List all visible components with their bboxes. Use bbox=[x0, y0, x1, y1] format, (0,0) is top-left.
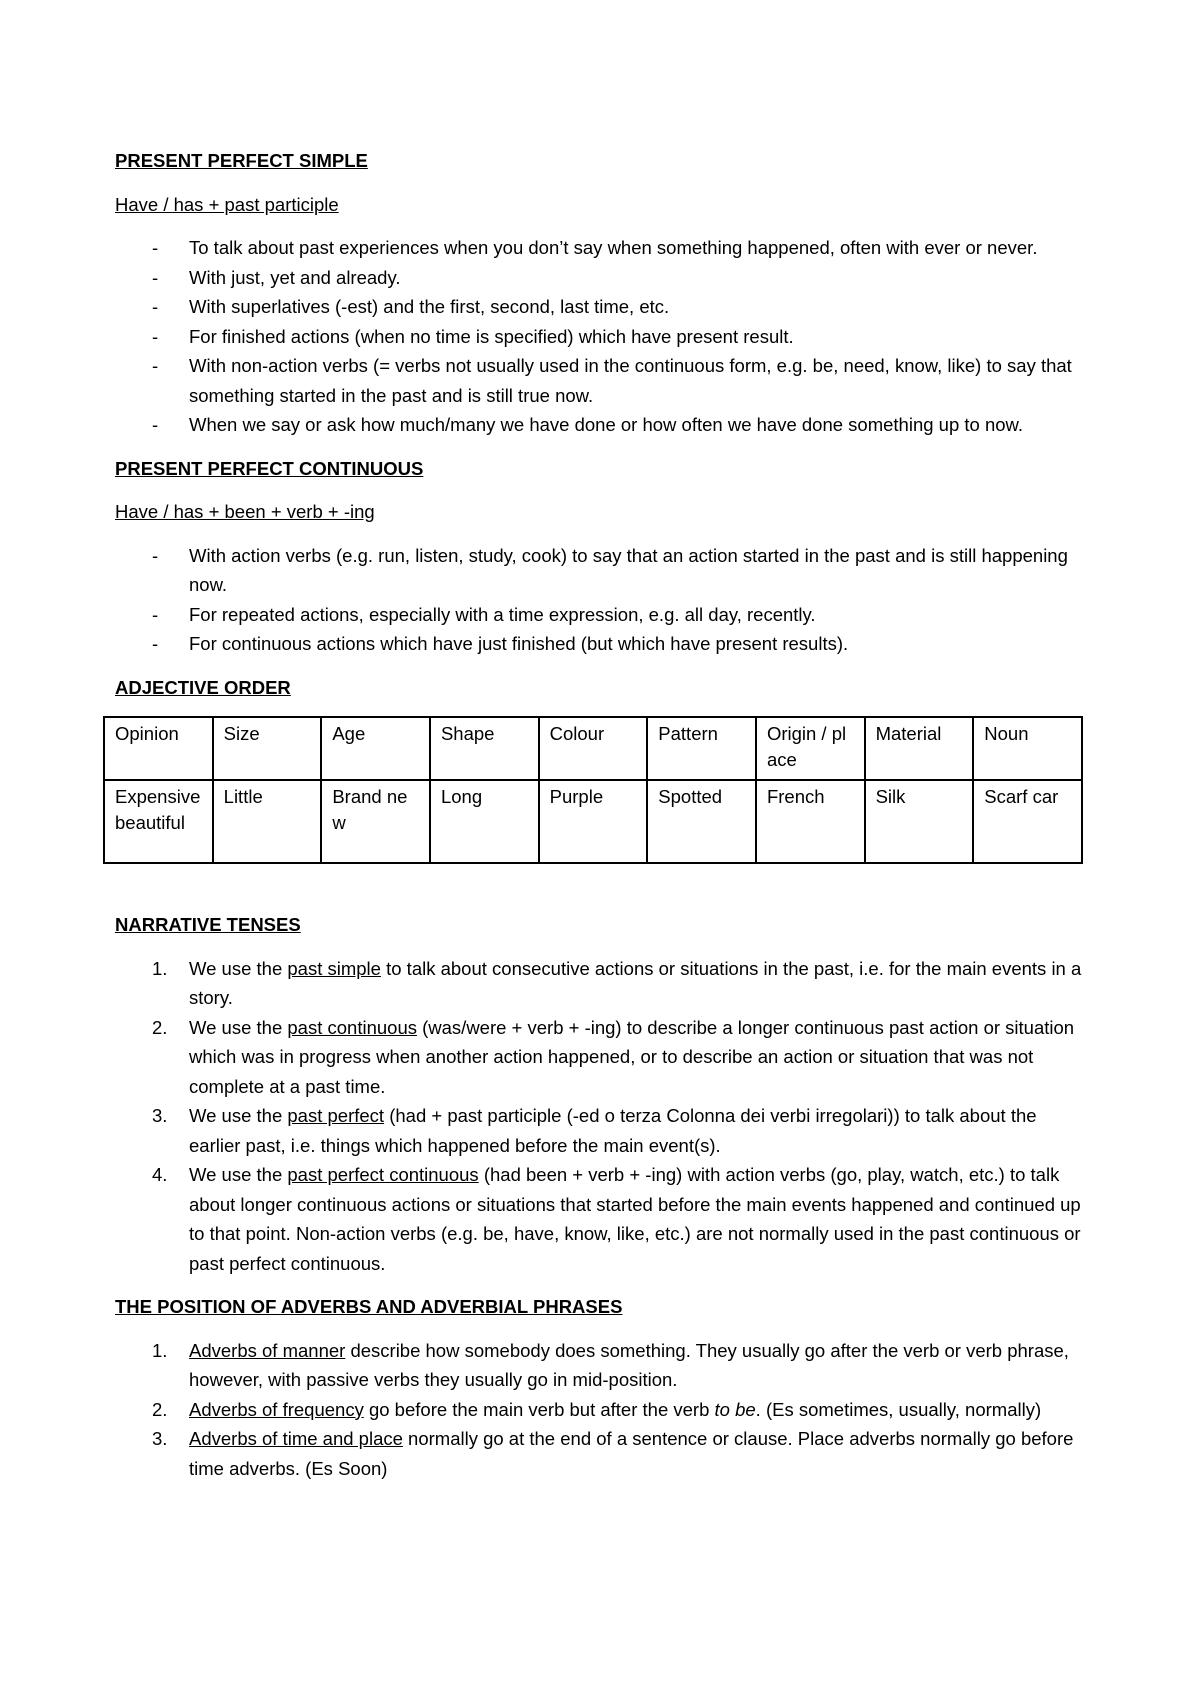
section-heading-present-perfect-continuous: PRESENT PERFECT CONTINUOUS bbox=[115, 457, 424, 479]
item-term: past continuous bbox=[287, 1016, 417, 1038]
list-item: - To talk about past experiences when you don’t say when something happened, often with ever or never. bbox=[115, 233, 1090, 263]
table-cell: Expensive beautiful bbox=[104, 780, 213, 863]
table-cell: French bbox=[756, 780, 865, 863]
item-text: (was/were + verb + -ing) to describe a longer continuous past action or situation which was in progress when another action happened, or to describe an action or situation that was not complete at a past time. bbox=[189, 1016, 1075, 1097]
item-text: We use the bbox=[189, 1016, 288, 1038]
table-cell: Age bbox=[321, 717, 430, 780]
list-number: 2. bbox=[152, 1398, 168, 1420]
table-cell: Silk bbox=[865, 780, 974, 863]
item-italic: to be bbox=[714, 1398, 756, 1420]
list-item: - For finished actions (when no time is specified) which have present result. bbox=[115, 322, 1090, 352]
list-item bbox=[115, 1424, 1090, 1483]
list-number: 3. bbox=[152, 1428, 168, 1449]
item-text: normally go at the end of a sentence or clause. Place adverbs normally go before time adverbs. (Es Soon) bbox=[189, 1428, 1074, 1479]
list-item bbox=[115, 1101, 1090, 1160]
list-number: 3. bbox=[152, 1105, 168, 1126]
list-number: 2. bbox=[152, 1016, 168, 1038]
item-text: (had been + verb + -ing) with action verbs (go, play, watch, etc.) to talk about longer continuous actions or situations that started before the main events happened and continued up to that point. Non-action verbs (e.g. be, have, know, like, etc.) are not normally used in the past continuous or past perfect continuous. bbox=[189, 1164, 1081, 1274]
list-item: - With action verbs (e.g. run, listen, study, cook) to say that an action started in the past and is still happening now. bbox=[115, 541, 1090, 600]
section-heading-adverb-position: THE POSITION OF ADVERBS AND ADVERBIAL PHRASES bbox=[115, 1296, 623, 1317]
table-cell: Size bbox=[213, 717, 322, 780]
table-cell: Long bbox=[430, 780, 539, 863]
table-cell: Colour bbox=[539, 717, 648, 780]
item-term: Adverbs of manner bbox=[189, 1339, 346, 1361]
list-item: - For repeated actions, especially with a time expression, e.g. all day, recently. bbox=[115, 600, 1090, 630]
item-term: past simple bbox=[287, 957, 381, 979]
table-cell: Noun bbox=[973, 717, 1082, 780]
section-heading-present-perfect-simple: PRESENT PERFECT SIMPLE bbox=[115, 150, 368, 171]
item-term: Adverbs of frequency bbox=[189, 1398, 364, 1420]
list-item: - When we say or ask how much/many we have done or how often we have done something up to now. bbox=[115, 410, 1090, 440]
table-cell: Little bbox=[213, 780, 322, 863]
table-cell: Shape bbox=[430, 717, 539, 780]
table-cell: Pattern bbox=[647, 717, 756, 780]
item-text: We use the bbox=[189, 1164, 288, 1185]
list-number: 1. bbox=[152, 957, 168, 979]
list-present-perfect-continuous bbox=[115, 541, 1090, 659]
table-cell: Scarf car bbox=[973, 780, 1082, 863]
list-item bbox=[115, 1395, 1090, 1425]
list-item: - With just, yet and already. bbox=[115, 263, 1090, 293]
item-text: (had + past participle (-ed o terza Colonna dei verbi irregolari)) to talk about the earlier past, i.e. things which happened before the main event(s). bbox=[189, 1105, 1037, 1156]
table-cell: Opinion bbox=[104, 717, 213, 780]
list-number: 1. bbox=[152, 1339, 168, 1361]
item-text: . (Es sometimes, usually, normally) bbox=[755, 1398, 1042, 1420]
list-number: 4. bbox=[152, 1164, 168, 1185]
table-row bbox=[104, 780, 1082, 863]
item-term: past perfect bbox=[287, 1105, 385, 1126]
adjective-order-table bbox=[103, 716, 1083, 864]
list-present-perfect-simple bbox=[115, 233, 1090, 440]
item-term: Adverbs of time and place bbox=[189, 1428, 403, 1449]
list-item bbox=[115, 1013, 1090, 1102]
list-narrative-tenses bbox=[115, 954, 1090, 1279]
section-heading-narrative-tenses: NARRATIVE TENSES bbox=[115, 914, 301, 935]
item-text: describe how somebody does something. They usually go after the verb or verb phrase, however, with passive verbs they usually go in mid-position. bbox=[189, 1339, 1069, 1390]
item-text: We use the bbox=[189, 1105, 288, 1126]
section-heading-adjective-order: ADJECTIVE ORDER bbox=[115, 676, 291, 698]
table-cell: Origin / place bbox=[756, 717, 865, 780]
list-adverb-position bbox=[115, 1336, 1090, 1484]
list-item: - For continuous actions which have just finished (but which have present results). bbox=[115, 629, 1090, 659]
table-header-row bbox=[104, 717, 1082, 780]
table-cell: Spotted bbox=[647, 780, 756, 863]
list-item: - With superlatives (-est) and the first, second, last time, etc. bbox=[115, 292, 1090, 322]
formula-present-perfect-simple: Have / has + past participle bbox=[115, 193, 339, 215]
list-item: - With non-action verbs (= verbs not usually used in the continuous form, e.g. be, need, know, like) to say that something started in the past and is still true now. bbox=[115, 351, 1090, 410]
document-page bbox=[115, 146, 1090, 1497]
list-item bbox=[115, 1336, 1090, 1395]
list-item bbox=[115, 1160, 1090, 1278]
item-text: We use the bbox=[189, 957, 288, 979]
item-text: to talk about consecutive actions or situations in the past, i.e. for the main events in a story. bbox=[189, 957, 1082, 1008]
table-cell: Purple bbox=[539, 780, 648, 863]
table-cell: Brand new bbox=[321, 780, 430, 863]
list-item bbox=[115, 954, 1090, 1013]
formula-present-perfect-continuous: Have / has + been + verb + -ing bbox=[115, 501, 375, 522]
table-cell: Material bbox=[865, 717, 974, 780]
item-term: past perfect continuous bbox=[287, 1164, 479, 1185]
item-text: go before the main verb but after the verb bbox=[363, 1398, 715, 1420]
